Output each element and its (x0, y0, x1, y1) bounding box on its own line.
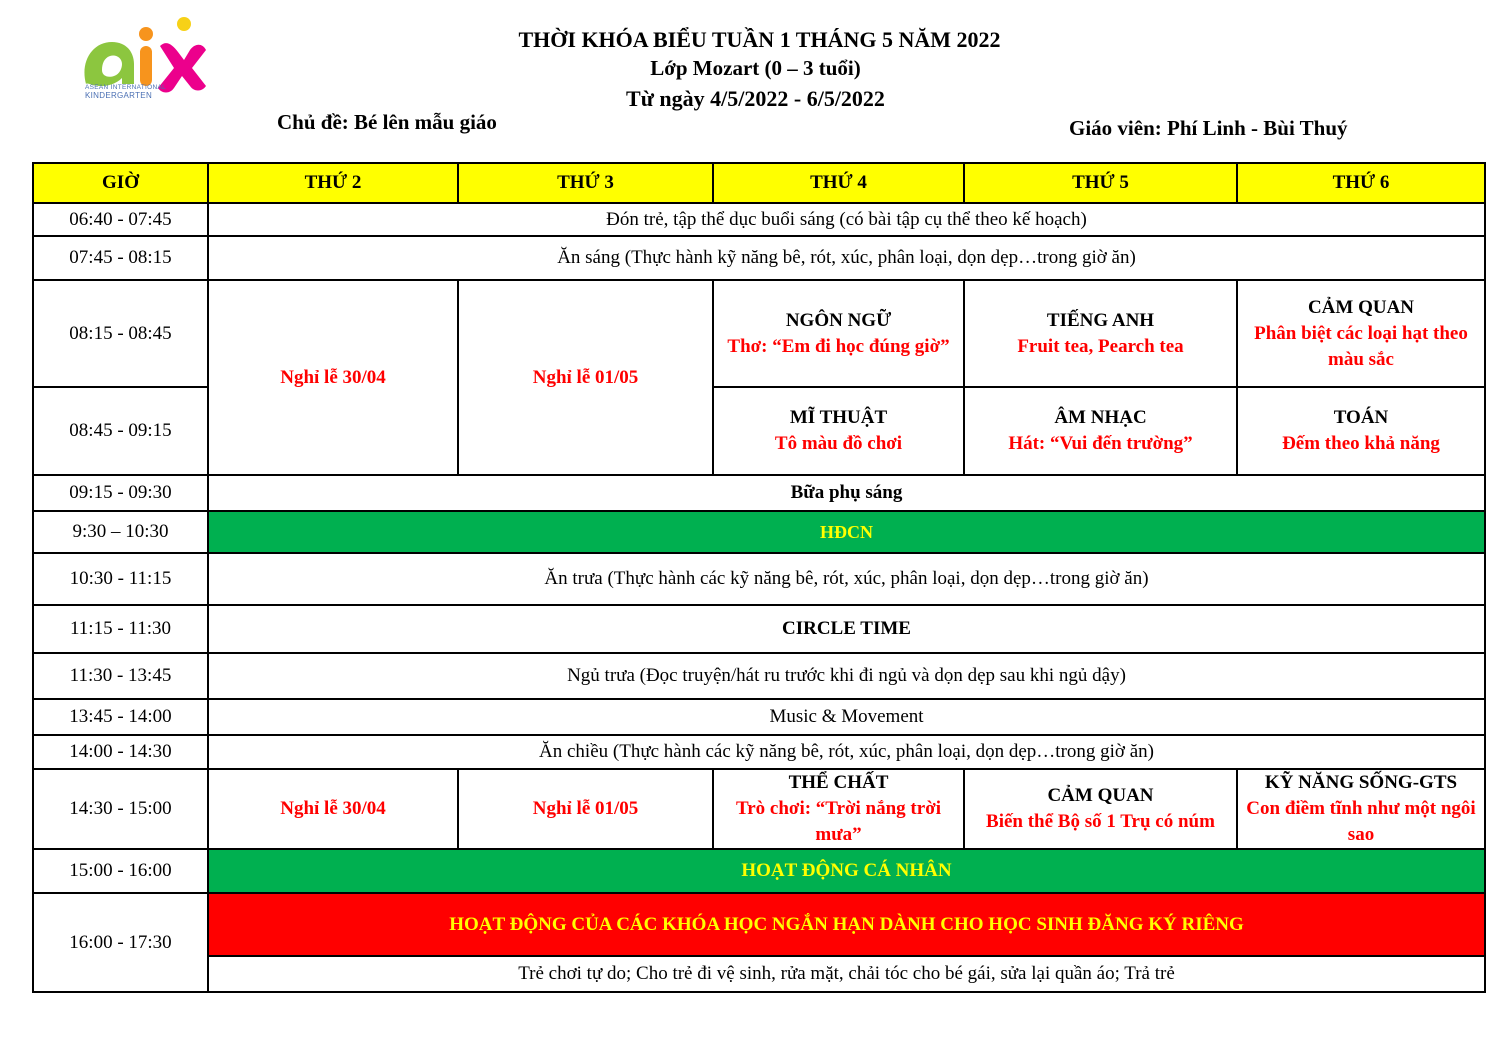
lesson-activity: Phân biệt các loại hạt theo màu sắc (1254, 322, 1468, 370)
activity-cell: Ăn sáng (Thực hành kỹ năng bê, rót, xúc, phân loại, dọn dẹp…trong giờ ăn) (208, 236, 1485, 280)
lesson-subject: ÂM NHẠC (1054, 407, 1147, 428)
time-cell: 08:45 - 09:15 (33, 387, 208, 475)
timetable (32, 162, 1486, 993)
lesson-cell-thu (964, 280, 1237, 387)
table-row (33, 605, 1485, 653)
time-cell: 07:45 - 08:15 (33, 236, 208, 280)
activity-cell: Music & Movement (208, 699, 1485, 735)
col-header-mon: THỨ 2 (208, 163, 458, 203)
lesson-activity: Trò chơi: “Trời nắng trời mưa” (735, 798, 941, 845)
lesson-cell-fri (1237, 769, 1485, 849)
col-header-thu: THỨ 5 (964, 163, 1237, 203)
lesson-cell-thu (964, 387, 1237, 475)
lesson-cell-thu (964, 769, 1237, 849)
table-row (33, 236, 1485, 280)
lesson-cell-fri (1237, 387, 1485, 475)
table-row (33, 653, 1485, 699)
topic-label: Chủ đề: Bé lên mẫu giáo (277, 110, 497, 134)
activity-cell: CIRCLE TIME (208, 605, 1485, 653)
highlight-cell: HOẠT ĐỘNG CỦA CÁC KHÓA HỌC NGẮN HẠN DÀNH CHO HỌC SINH ĐĂNG KÝ RIÊNG (208, 893, 1485, 956)
lesson-subject: TOÁN (1333, 407, 1389, 428)
table-row (33, 849, 1485, 893)
time-cell: 11:30 - 13:45 (33, 653, 208, 699)
table-row (33, 553, 1485, 605)
holiday-cell-tue: Nghỉ lễ 01/05 (458, 280, 713, 475)
lesson-activity: Thơ: “Em đi học đúng giờ” (727, 335, 950, 357)
logo-caption-line1: ASEAN INTERNATIONAL (85, 84, 167, 91)
activity-cell: Bữa phụ sáng (208, 475, 1485, 511)
teacher-label: Giáo viên: Phí Linh - Bùi Thuý (1069, 116, 1348, 140)
lesson-cell-wed (713, 387, 964, 475)
time-cell: 09:15 - 09:30 (33, 475, 208, 511)
time-cell: 15:00 - 16:00 (33, 849, 208, 893)
lesson-activity: Biến thể Bộ số 1 Trụ có núm (986, 811, 1215, 832)
time-cell: 13:45 - 14:00 (33, 699, 208, 735)
table-row (33, 699, 1485, 735)
table-row (33, 475, 1485, 511)
time-cell: 11:15 - 11:30 (33, 605, 208, 653)
page-title: THỜI KHÓA BIỂU TUẦN 1 THÁNG 5 NĂM 2022 (518, 27, 1001, 52)
col-header-wed: THỨ 4 (713, 163, 964, 203)
holiday-cell-mon: Nghỉ lễ 30/04 (208, 769, 458, 849)
activity-cell: Ngủ trưa (Đọc truyện/hát ru trước khi đi ngủ và dọn dẹp sau khi ngủ dậy) (208, 653, 1485, 699)
activity-cell: Ăn trưa (Thực hành các kỹ năng bê, rót, xúc, phân loại, dọn dẹp…trong giờ ăn) (208, 553, 1485, 605)
col-header-time: GIỜ (33, 163, 208, 203)
table-row (33, 203, 1485, 236)
lesson-cell-fri (1237, 280, 1485, 387)
class-name: Lớp Mozart (0 – 3 tuổi) (650, 56, 861, 80)
holiday-cell-mon: Nghỉ lễ 30/04 (208, 280, 458, 475)
lesson-subject: TIẾNG ANH (1046, 309, 1155, 331)
lesson-subject: NGÔN NGỮ (785, 309, 892, 331)
table-row (33, 735, 1485, 769)
lesson-activity: Con điềm tĩnh như một ngôi sao (1246, 798, 1476, 845)
time-cell: 14:30 - 15:00 (33, 769, 208, 849)
lesson-subject: KỸ NĂNG SỐNG-GTS (1264, 772, 1458, 793)
lesson-activity: Tô màu đồ chơi (774, 433, 903, 454)
header-row (33, 163, 1485, 203)
holiday-cell-tue: Nghỉ lễ 01/05 (458, 769, 713, 849)
logo-caption-line2: KINDERGARTEN (85, 91, 153, 100)
time-cell: 06:40 - 07:45 (33, 203, 208, 236)
col-header-fri: THỨ 6 (1237, 163, 1485, 203)
table-row (33, 956, 1485, 992)
lesson-subject: CẢM QUAN (1047, 785, 1154, 806)
lesson-subject: MĨ THUẬT (789, 407, 888, 428)
lesson-activity: Đếm theo khả năng (1282, 433, 1440, 454)
highlight-cell: HOẠT ĐỘNG CÁ NHÂN (208, 849, 1485, 893)
highlight-cell: HĐCN (208, 511, 1485, 553)
lesson-subject: THỂ CHẤT (788, 772, 889, 793)
activity-cell: Đón trẻ, tập thể dục buổi sáng (có bài tập cụ thể theo kế hoạch) (208, 203, 1485, 236)
activity-cell: Ăn chiều (Thực hành các kỹ năng bê, rót, xúc, phân loại, dọn dẹp…trong giờ ăn) (208, 735, 1485, 769)
time-cell: 9:30 – 10:30 (33, 511, 208, 553)
table-row (33, 893, 1485, 956)
lesson-cell-wed (713, 280, 964, 387)
activity-cell: Trẻ chơi tự do; Cho trẻ đi vệ sinh, rửa mặt, chải tóc cho bé gái, sửa lại quần áo; Trả trẻ (208, 956, 1485, 992)
table-row (33, 769, 1485, 849)
time-cell: 10:30 - 11:15 (33, 553, 208, 605)
lesson-activity: Fruit tea, Pearch tea (1017, 335, 1184, 357)
lesson-cell-wed (713, 769, 964, 849)
table-row (33, 280, 1485, 387)
date-range: Từ ngày 4/5/2022 - 6/5/2022 (626, 86, 885, 111)
lesson-subject: CẢM QUAN (1307, 296, 1415, 318)
table-row (33, 511, 1485, 553)
time-cell: 14:00 - 14:30 (33, 735, 208, 769)
time-cell: 08:15 - 08:45 (33, 280, 208, 387)
time-cell: 16:00 - 17:30 (33, 893, 208, 992)
col-header-tue: THỨ 3 (458, 163, 713, 203)
lesson-activity: Hát: “Vui đến trường” (1008, 433, 1193, 454)
